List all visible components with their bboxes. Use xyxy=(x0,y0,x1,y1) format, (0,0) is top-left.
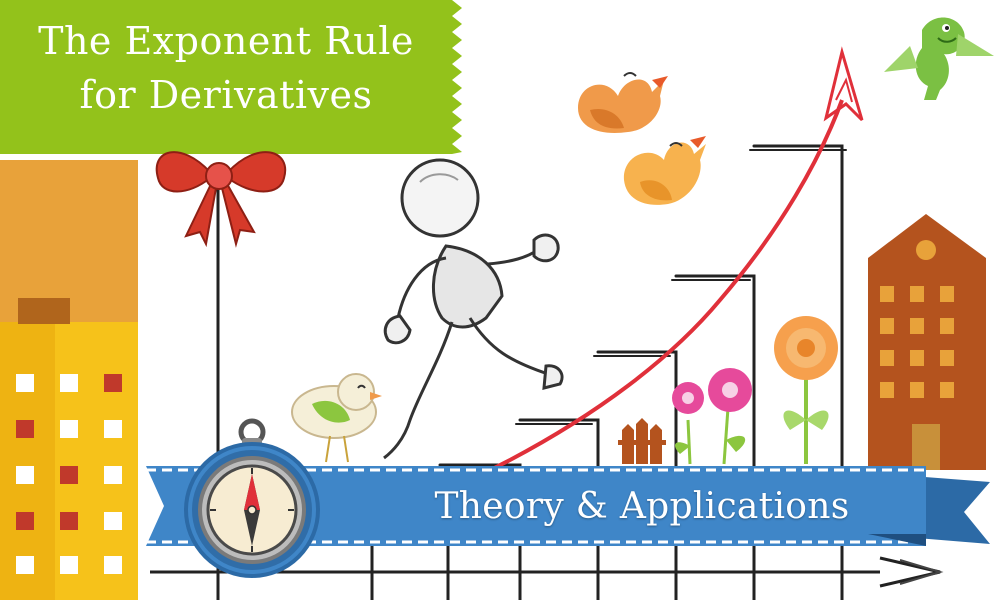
building-icon xyxy=(868,214,986,470)
title-banner xyxy=(0,0,470,154)
title-line-1: The Exponent Rule xyxy=(38,19,414,63)
page-title xyxy=(0,14,452,122)
dinosaur-icon xyxy=(884,17,994,100)
bird-icon xyxy=(292,374,382,462)
fence-icon xyxy=(618,418,666,464)
bird-orange-top xyxy=(578,73,668,133)
flower-pink-right xyxy=(708,368,752,464)
compass-icon xyxy=(186,421,318,576)
runner-figure xyxy=(384,160,562,458)
left-building-yellow xyxy=(0,298,138,600)
flower-icon xyxy=(774,316,838,464)
subtitle: Theory & Applications xyxy=(434,486,850,527)
title-line-2: for Derivatives xyxy=(79,73,373,117)
bird-orange-bottom xyxy=(624,136,706,205)
